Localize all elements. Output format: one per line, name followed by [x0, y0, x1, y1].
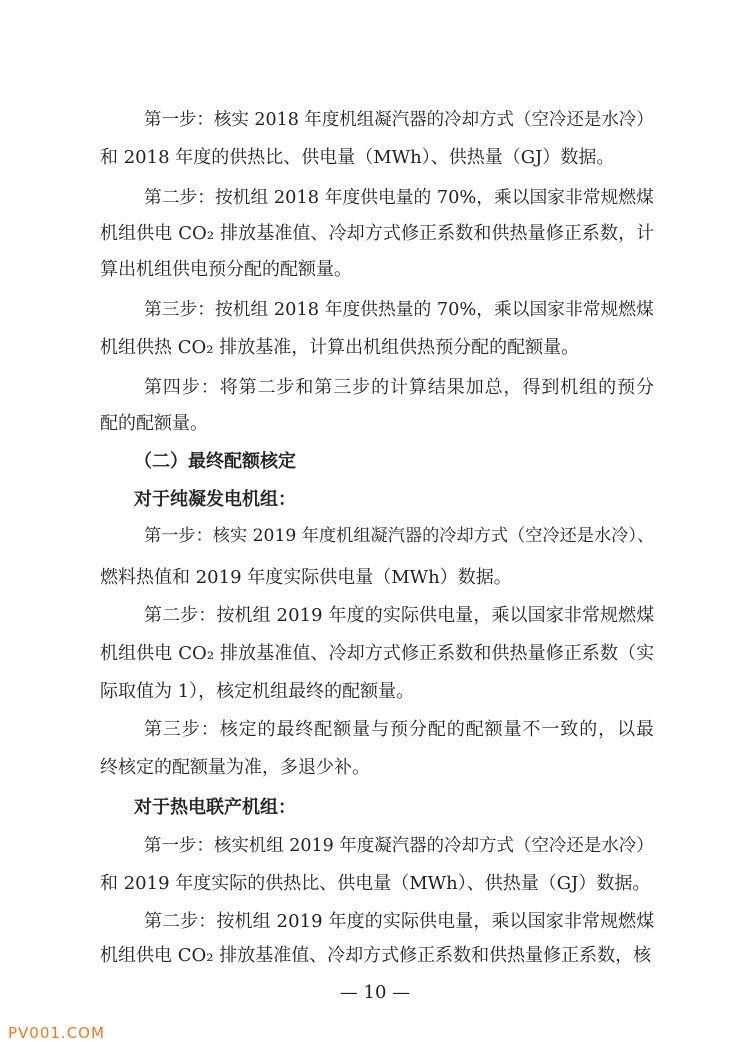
paragraph-line: 第四步：将第二步和第三步的计算结果加总，得到机组的预分: [144, 377, 655, 398]
paragraph-line: 机组供电 CO₂ 排放基准值、冷却方式修正系数和供热量修正系数，计: [100, 223, 655, 244]
watermark: PV001.COM: [8, 1024, 105, 1042]
paragraph-line: 第二步：按机组 2019 年度的实际供电量，乘以国家非常规燃煤: [144, 605, 655, 626]
section-heading: 对于纯凝发电机组：: [134, 489, 296, 510]
paragraph-line: 机组供热 CO₂ 排放基准，计算出机组供热预分配的配额量。: [100, 337, 580, 358]
paragraph-line: 第一步：核实机组 2019 年度凝汽器的冷却方式（空冷还是水冷）: [144, 836, 654, 856]
paragraph-line: 际取值为 1），核定机组最终的配额量。: [100, 681, 415, 702]
paragraph-line: 第二步：按机组 2019 年度的实际供电量，乘以国家非常规燃煤: [144, 911, 655, 932]
paragraph-line: 和 2018 年度的供热比、供电量（MWh）、供热量（GJ）数据。: [100, 147, 615, 168]
paragraph-line: 第一步：核实 2018 年度机组凝汽器的冷却方式（空冷还是水冷）: [144, 110, 654, 130]
paragraph-line: 燃料热值和 2019 年度实际供电量（MWh）数据。: [100, 567, 512, 588]
paragraph-line: 机组供电 CO₂ 排放基准值、冷却方式修正系数和供热量修正系数，核: [100, 945, 652, 966]
paragraph-line: 第二步：按机组 2018 年度供电量的 70%，乘以国家非常规燃煤: [144, 188, 654, 208]
section-heading: 对于热电联产机组：: [134, 797, 296, 818]
paragraph-line: 机组供电 CO₂ 排放基准值、冷却方式修正系数和供热量修正系数（实: [100, 643, 655, 664]
paragraph-line: 第一步：核实 2019 年度机组凝汽器的冷却方式（空冷还是水冷）、: [144, 526, 655, 546]
paragraph-line: 配的配额量。: [100, 413, 208, 434]
paragraph-line: 第三步：按机组 2018 年度供热量的 70%，乘以国家非常规燃煤: [144, 300, 654, 320]
page-number: — 10 —: [339, 982, 411, 1003]
paragraph-line: 终核定的配额量为准，多退少补。: [100, 757, 370, 778]
paragraph-line: 算出机组供电预分配的配额量。: [100, 259, 352, 280]
section-heading: （二）最终配额核定: [134, 451, 296, 472]
paragraph-line: 和 2019 年度实际的供热比、供电量（MWh）、供热量（GJ）数据。: [100, 873, 651, 894]
paragraph-line: 第三步：核定的最终配额量与预分配的配额量不一致的，以最: [144, 719, 655, 740]
